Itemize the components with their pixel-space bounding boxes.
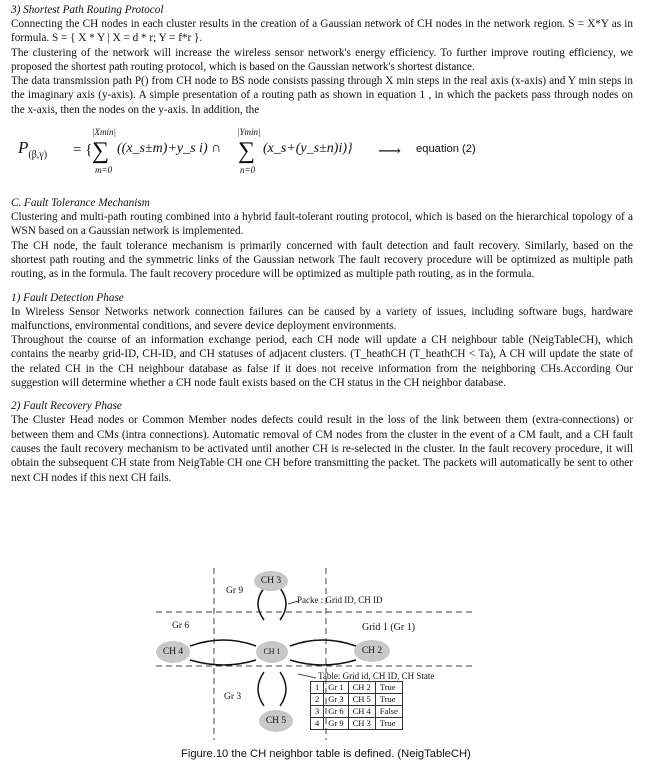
paragraph: The clustering of the network will increase the wireless sensor network's energy efficiency. To further improve routing efficiency, we proposed the shortest path routing protocol, which is based on the Gaussian network's shortest distance.	[11, 46, 633, 73]
equation-equals: = {	[73, 142, 93, 159]
section-heading-fault-tolerance: C. Fault Tolerance Mechanism	[11, 197, 150, 210]
grid-label-gr6: Gr 6	[172, 621, 190, 631]
grid-label-grid1: Grid 1 (Gr 1)	[362, 622, 416, 633]
table-row	[311, 682, 403, 694]
sum-upper-limit: |Xmin|	[92, 127, 116, 138]
paper-body	[11, 3, 633, 485]
table-row	[311, 706, 403, 718]
link-ch3-ch1	[258, 588, 264, 620]
link-ch1-ch5	[280, 672, 286, 706]
table-cell: True	[375, 682, 402, 694]
table-cell: 3	[311, 706, 324, 718]
arrow-icon: ⟶	[378, 143, 401, 161]
table-cell: CH 2	[348, 682, 375, 694]
section-heading-shortest-path: 3) Shortest Path Routing Protocol	[11, 4, 164, 16]
table-row	[311, 694, 403, 706]
table-cell: True	[375, 718, 402, 730]
figure-caption: Figure.10 the CH neighbor table is defined. (NeigTableCH)	[181, 748, 471, 760]
node-ch5: CH 5	[259, 710, 293, 732]
table-cell: Gr 3	[324, 694, 348, 706]
link-ch4-ch1	[190, 660, 256, 665]
paragraph: In Wireless Sensor Networks network connection failures can be caused by a variety of issues, including software bugs, hardware malfunctions, environmental conditions, and severe device deployment environments.	[11, 305, 633, 332]
paragraph: Throughout the course of an information exchange period, each CH node will update a CH neighbour table (NeigTableCH), which contains the nearby grid-ID, CH-ID, and CH statuses of adjacent clusters. (T_heathCH (T_heathCH < Ta), A CH will update the state of the related CH in the CH neighbour database as false if it does not receive information from the neighboring CHs.According Our suggestion will determine whether a CH node fault exists based on the CH status in the CH neighbor database.	[11, 334, 633, 390]
table-cell: 4	[311, 718, 324, 730]
node-ch1: CH 1	[256, 641, 288, 663]
paragraph: The CH node, the fault tolerance mechanism is primarily concerned with fault detection and fault recovery. Similarly, based on the shortest path routing and the symmetric links of the Gaussian network The fault recovery procedure will be optimized as multiple path routing, as in the formula. The fault recovery procedure will be optimized as multiple path routing, as in the formula.	[11, 239, 633, 281]
paragraph: Clustering and multi-path routing combined into a hybrid fault-tolerant routing protocol, which is based on the hierarchical topology of a WSN based on a Gaussian network is implemented.	[11, 211, 633, 238]
table-cell: False	[375, 706, 402, 718]
equation-term: (x_s+(y_s±n)i)}	[263, 141, 353, 157]
table-label: Table: Grid id, CH ID, CH State	[318, 671, 435, 681]
grid-label-gr9: Gr 9	[226, 586, 244, 596]
link-ch1-ch2	[290, 660, 356, 665]
equation-2	[11, 121, 633, 187]
grid-label-gr3: Gr 3	[224, 692, 242, 702]
table-cell: CH 5	[348, 694, 375, 706]
sum-lower-limit: m=0	[95, 165, 113, 176]
sum-upper-limit: |Ymin|	[237, 127, 261, 138]
table-pointer	[298, 674, 316, 678]
link-ch1-ch5	[258, 672, 264, 706]
node-ch3: CH 3	[254, 571, 288, 591]
neighbor-table	[310, 681, 403, 730]
paragraph: The data transmission path P() from CH node to BS node consists passing through X min steps in the real axis (x-axis) and Y min steps in the imaginary axis (y-axis). A simple presentation of a routing path as shown in equation 1 , in which the packets pass through nodes on the x-axis, then the nodes on the y-axis. In addition, the	[11, 75, 633, 116]
sum-lower-limit: n=0	[240, 165, 256, 176]
node-ch4: CH 4	[156, 641, 190, 663]
table-cell: CH 4	[348, 706, 375, 718]
neighbor-table-figure	[156, 568, 476, 740]
paragraph: The Cluster Head nodes or Common Member nodes defects could result in the loss of the link between them (extra-connections) or between them and CMs (intra connections). Automatic removal of CM nodes from the cluster in the event of a CM fault, and a CH fault causes the fault recovery mechanism to be activated until another CH is re-selected in the cluster. In the fault recovery procedure, it will obtain the subsequent CH state from NeigTable CH one CH before transmitting the packet. The packets will automatically be sent to other next CH nodes if this next CH fails.	[11, 414, 633, 484]
section-heading-fault-detection: 1) Fault Detection Phase	[11, 291, 124, 304]
table-cell: CH 3	[348, 718, 375, 730]
table-cell: 2	[311, 694, 324, 706]
equation-lhs: $P_{(\beta,\gamma)}$	[18, 138, 48, 161]
link-ch4-ch1	[190, 640, 256, 646]
link-ch3-ch1	[280, 588, 286, 620]
node-ch2: CH 2	[354, 640, 390, 662]
table-cell: True	[375, 694, 402, 706]
table-cell: Gr 6	[324, 706, 348, 718]
paragraph: Connecting the CH nodes in each cluster results in the creation of a Gaussian network of CH nodes in the network region. S = X*Y as in formula. S = { X * Y | X = d * r; Y = f*r }.	[11, 18, 633, 45]
packet-label: Packe : Grid ID, CH ID	[297, 595, 383, 605]
section-heading-fault-recovery: 2) Fault Recovery Phase	[11, 400, 122, 413]
table-cell: Gr 1	[324, 682, 348, 694]
sum-symbol: ∑	[238, 138, 256, 165]
link-ch1-ch2	[290, 640, 356, 646]
equation-term: ((x_s±m)+y_s i) ∩	[117, 141, 222, 157]
table-cell: 1	[311, 682, 324, 694]
sum-symbol: ∑	[92, 138, 110, 165]
equation-label: equation (2)	[416, 143, 476, 156]
table-cell: Gr 9	[324, 718, 348, 730]
table-row	[311, 718, 403, 730]
